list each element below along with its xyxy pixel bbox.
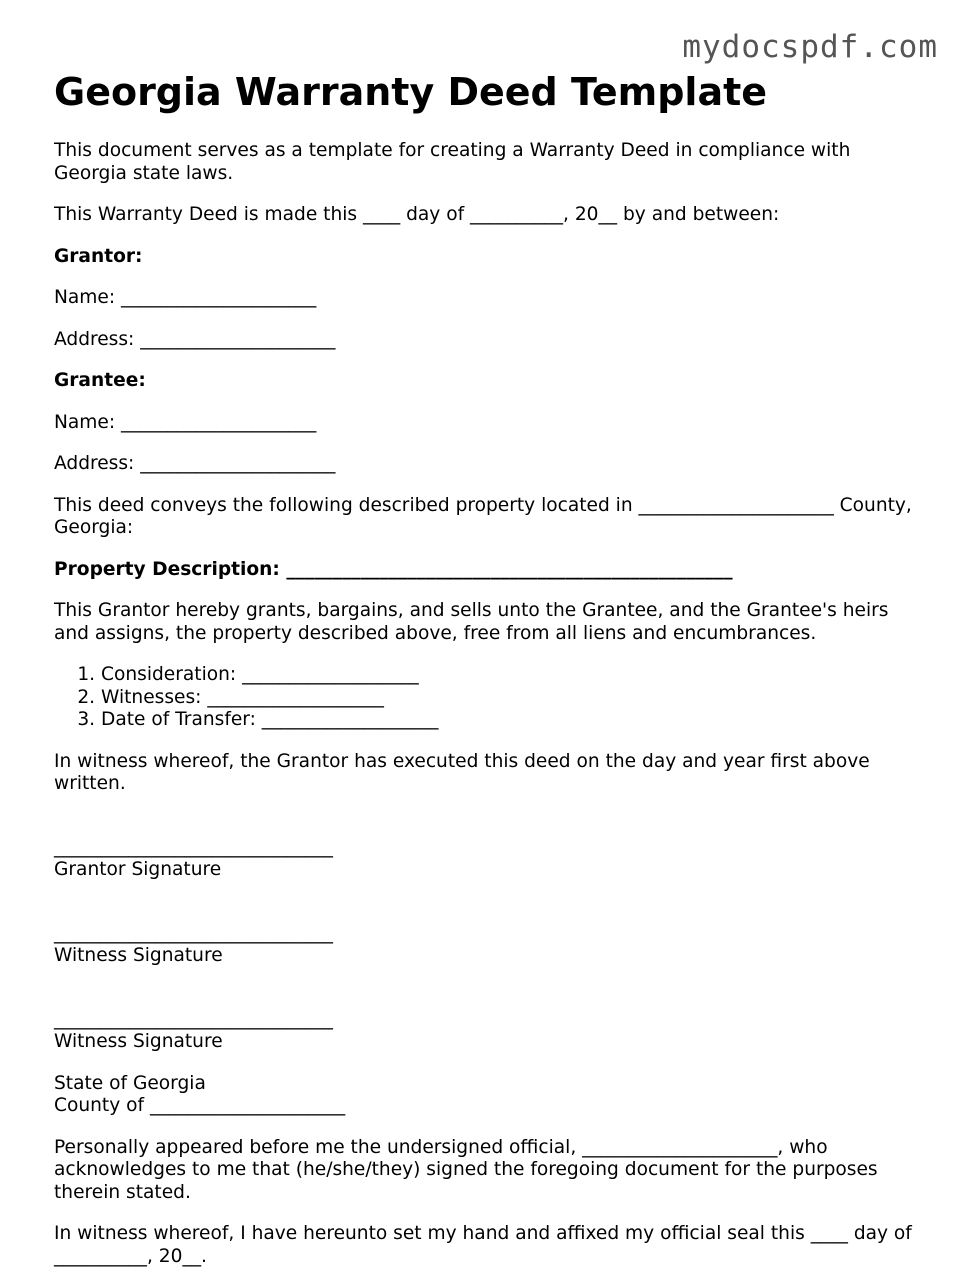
list-item: 2. Witnesses: ___________________ [101,687,914,710]
signature-label: Witness Signature [54,1031,223,1052]
signature-label: Witness Signature [54,945,223,966]
watermark: mydocspdf.com [682,29,938,65]
grantor-signature-block [54,837,914,882]
terms-list [54,664,914,732]
conveys-paragraph: This deed conveys the following described property located in _____________________ County, Georgia: [54,494,912,538]
grantee-name-field: Name: _____________________ [54,411,317,433]
seal-paragraph: In witness whereof, I have hereunto set my hand and affixed my official seal this ____ day of __________, 20__. [54,1223,912,1267]
property-description-field: Property Description: ________________________________________________ [54,558,733,580]
signature-line: ______________________________ [54,1008,333,1030]
witness-whereof-paragraph: In witness whereof, the Grantor has executed this deed on the day and year first above written. [54,750,870,794]
document-body [54,140,914,1287]
county-line: County of _____________________ [54,1095,346,1116]
signature-line: ______________________________ [54,922,333,944]
intro-paragraph: This document serves as a template for creating a Warranty Deed in compliance with Georgia state laws. [54,140,851,184]
grantee-heading: Grantee: [54,370,146,391]
witness-signature-block [54,1009,914,1054]
signature-label: Grantor Signature [54,859,222,880]
notary-venue [54,1073,914,1118]
list-item: 1. Consideration: ___________________ [101,664,914,687]
made-line: This Warranty Deed is made this ____ day of __________, 20__ by and between: [54,204,780,225]
grants-paragraph: This Grantor hereby grants, bargains, and sells unto the Grantee, and the Grantee's heirs and assigns, the property described above, free from all liens and encumbrances. [54,600,889,644]
grantee-address-field: Address: _____________________ [54,453,336,474]
appeared-paragraph: Personally appeared before me the undersigned official, _____________________, who acknowledges to me that (he/she/they) signed the foregoing document for the purposes therein stated. [54,1136,878,1203]
grantor-heading: Grantor: [54,245,143,267]
grantor-name-field: Name: _____________________ [54,287,317,308]
witness-signature-block [54,923,914,968]
document-title: Georgia Warranty Deed Template [54,70,768,114]
signature-line: ______________________________ [54,836,333,858]
list-item: 3. Date of Transfer: ___________________ [101,709,914,732]
grantor-address-field: Address: _____________________ [54,328,336,350]
state-line: State of Georgia [54,1072,206,1094]
